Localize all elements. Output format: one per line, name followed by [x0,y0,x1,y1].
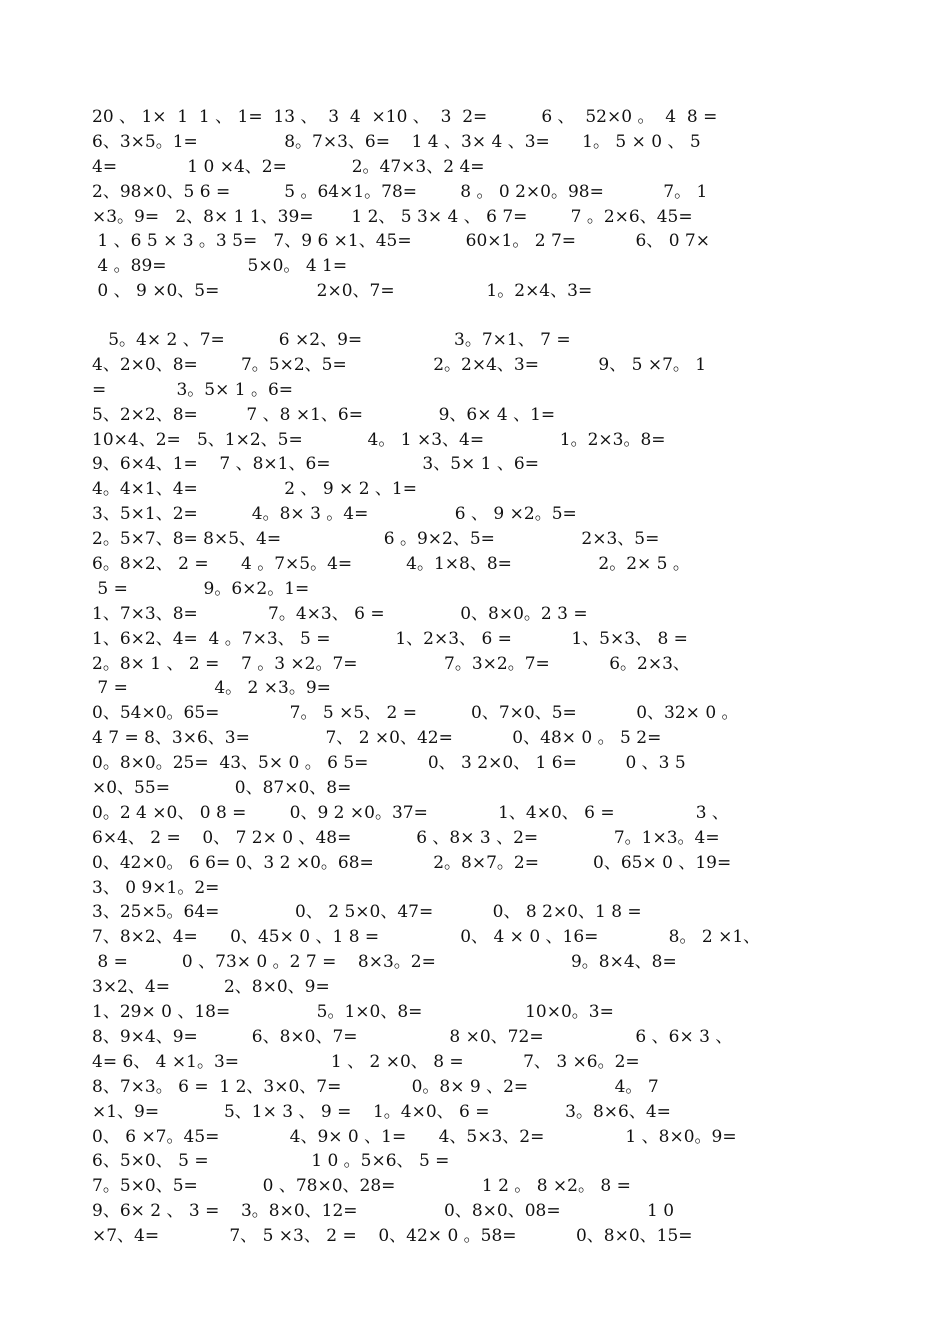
exercise-line: 0、54×0。65= 7。 5 ×5、 2 = 0、7×0、5= 0、32× 0 。 [92,703,739,724]
exercise-line: ×3。9= 2、8× 1 1、39= 1 2、 5 3× 4 、 6 7= 7 。2×6、45= [92,206,693,227]
exercise-line: 8、9×4、9= 6、8×0、7= 8 ×0、72= 6 、6× 3 、 [92,1026,733,1047]
exercise-line: 4 7 = 8、3×6、3= 7、 2 ×0、42= 0、48× 0 。 5 2= [92,728,662,749]
exercise-line: 20 、 1× 1 1 、 1= 13 、 3 4 ×10 、 3 2= 6 、 52×0 。 4 8 = [92,107,718,127]
exercise-block-1 [92,105,872,304]
exercise-line: 6、5×0、 5 = 1 0 。5×6、 5 = [92,1151,450,1172]
exercise-line: 8 = 0 、73× 0 。2 7 = 8×3。2= 9。8×4、8= [92,952,677,973]
exercise-line: ×1、9= 5、1× 3 、 9 = 1。4×0、 6 = 3。8×6、4= [92,1101,671,1122]
exercise-line: 2、98×0、5 6 = 5 。64×1。78= 8 。 0 2×0。98= 7。 1 [92,181,708,202]
exercise-line: = 3。5× 1 。6= [92,379,294,400]
exercise-line: 3×2、4= 2、8×0、9= [92,977,330,998]
exercise-line: 6、3×5。1= 8。7×3、6= 1 4 、3× 4 、3= 1。 5 × 0 、 5 [92,131,701,152]
exercise-line: ×0、55= 0、87×0、8= [92,778,352,799]
exercise-line: 3、 0 9×1。2= [92,877,220,898]
exercise-line: 0、42×0。 6 6= 0、3 2 ×0。68= 2。8×7。2= 0、65× 0 、19= [92,852,732,873]
exercise-line: 0。8×0。25= 43、5× 0 。 6 5= 0、 3 2×0、 1 6= 0 、3 5 [92,753,686,774]
exercise-line: 3、25×5。64= 0、 2 5×0、47= 0、 8 2×0、1 8 = [92,902,642,923]
exercise-line: 1、7×3、8= 7。4×3、 6 = 0、8×0。2 3 = [92,603,588,624]
exercise-line: 9、6× 2 、 3 = 3。8×0、12= 0、8×0、08= 1 0 [92,1201,675,1222]
exercise-line: 1、29× 0 、18= 5。1×0、8= 10×0。3= [92,1002,614,1023]
exercise-line: 6×4、 2 = 0、 7 2× 0 、48= 6 、8× 3 、2= 7。1×3。4= [92,827,720,848]
exercise-line: 5 = 9。6×2。1= [92,578,310,599]
exercise-line: 9、6×4、1= 7 、8×1、6= 3、5× 1 、6= [92,454,539,475]
exercise-block-2 [92,328,872,1249]
exercise-line: 4 。89= 5×0。 4 1= [92,256,348,277]
exercise-line: 10×4、2= 5、1×2、5= 4。 1 ×3、4= 1。2×3。8= [92,429,666,450]
exercise-line: 7。5×0、5= 0 、78×0、28= 1 2 。 8 ×2。 8 = [92,1176,631,1197]
exercise-line: 0、 6 ×7。45= 4、9× 0 、1= 4、5×3、2= 1 、8×0。9= [92,1126,737,1147]
exercise-line: 0。2 4 ×0、 0 8 = 0、9 2 ×0。37= 1、4×0、 6 = 3 、 [92,802,729,823]
exercise-line: 6。8×2、 2 = 4 。7×5。4= 4。1×8、8= 2。2× 5 。 [92,554,690,575]
exercise-line: 4= 1 0 ×4、2= 2。47×3、2 4= [92,156,485,177]
exercise-line: 7、8×2、4= 0、45× 0 、1 8 = 0、 4 × 0 、16= 8。 2 ×1、 [92,927,761,948]
exercise-line: 2。8× 1 、 2 = 7 。3 ×2。7= 7。3×2。7= 6。2×3、 [92,653,690,674]
exercise-line: 2。5×7、8= 8×5、4= 6 。9×2、5= 2×3、5= [92,529,660,550]
exercise-line: 4、2×0、8= 7。5×2、5= 2。2×4、3= 9、 5 ×7。 1 [92,354,707,375]
exercise-line: 8、7×3。 6 = 1 2、3×0、7= 0。8× 9 、2= 4。 7 [92,1076,659,1097]
exercise-line: 5。4× 2 、7= 6 ×2、9= 3。7×1、 7 = [92,330,571,350]
exercise-line: 5、2×2、8= 7 、8 ×1、6= 9、6× 4 、1= [92,404,556,425]
exercise-line: 1、6×2、4= 4 。7×3、 5 = 1、2×3、 6 = 1、5×3、 8 = [92,628,688,649]
exercise-line: 3、5×1、2= 4。8× 3 。4= 6 、 9 ×2。5= [92,504,577,525]
exercise-line: 4。4×1、4= 2 、 9 × 2 、1= [92,479,417,500]
exercise-line: 7 = 4。 2 ×3。9= [92,678,331,699]
exercise-line: ×7、4= 7、 5 ×3、 2 = 0、42× 0 。58= 0、8×0、15= [92,1226,693,1247]
exercise-line: 1 、6 5 × 3 。3 5= 7、9 6 ×1、45= 60×1。 2 7= 6、 0 7× [92,231,710,252]
exercise-line: 0 、 9 ×0、5= 2×0、7= 1。2×4、3= [92,281,593,302]
exercise-line: 4= 6、 4 ×1。3= 1 、 2 ×0、 8 = 7、 3 ×6。2= [92,1051,640,1072]
